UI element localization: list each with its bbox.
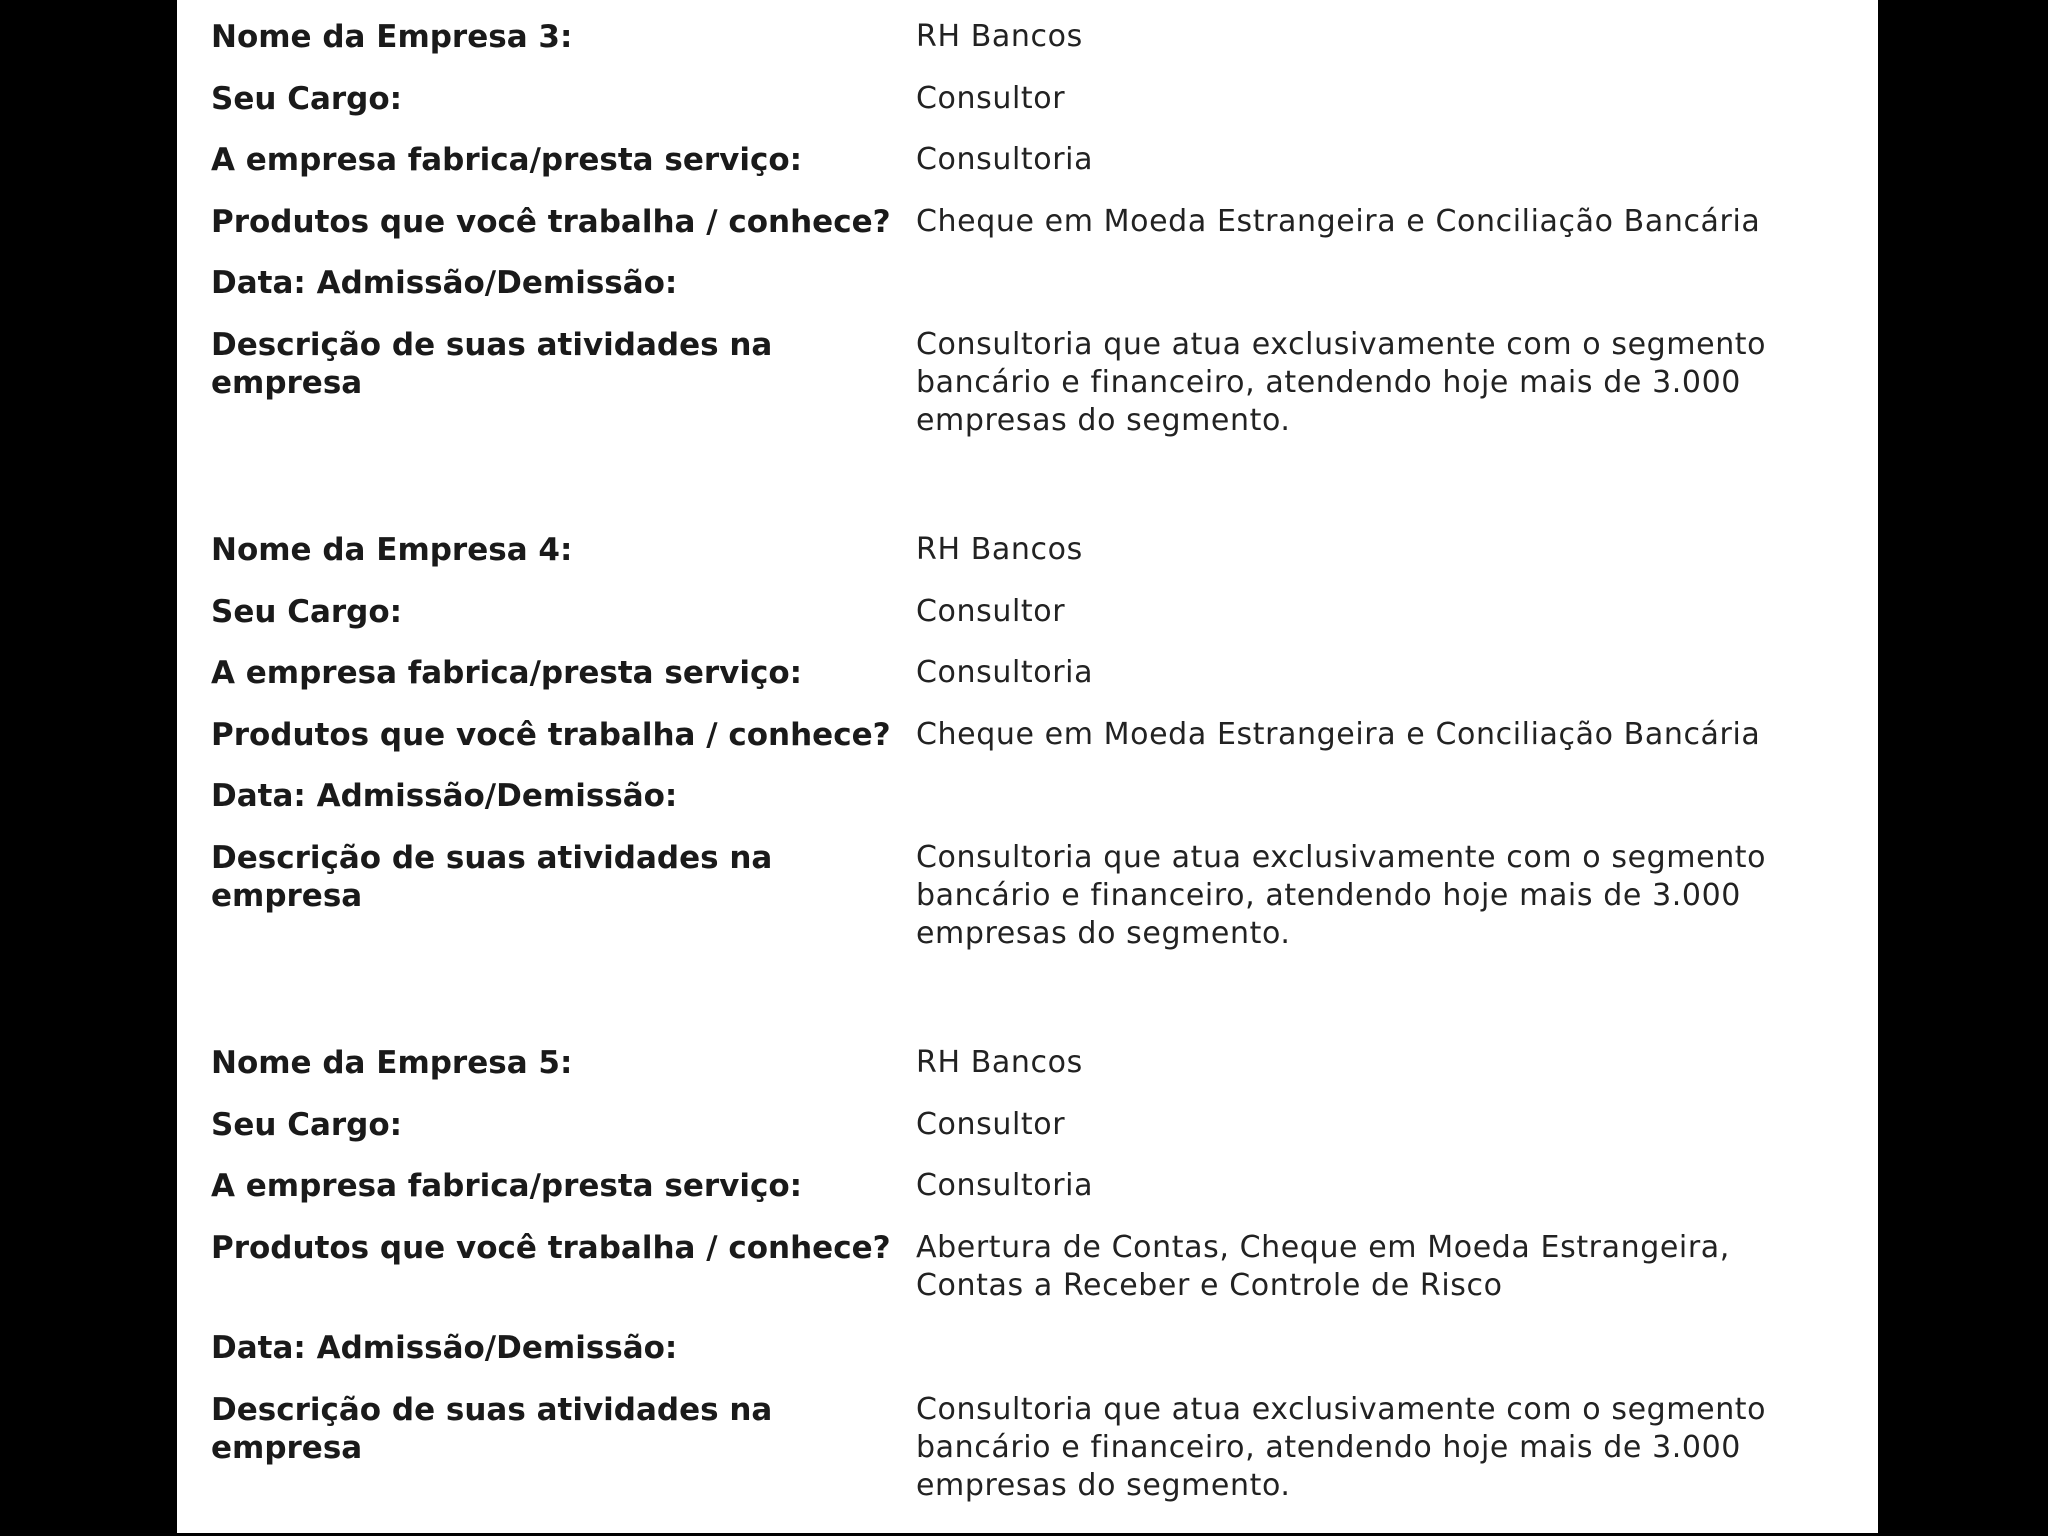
data-label: Data: Admissão/Demissão: xyxy=(211,265,678,301)
descricao-label: Descrição de suas atividades na empresa xyxy=(211,840,773,914)
descricao-value: Consultoria que atua exclusivamente com o segmento bancário e financeiro, atendendo hoje mais de 3.000 empresas do segmento. xyxy=(916,840,1767,951)
descricao-value: Consultoria que atua exclusivamente com o segmento bancário e financeiro, atendendo hoje mais de 3.000 empresas do segmento. xyxy=(916,327,1767,438)
company-name-label: Nome da Empresa 5: xyxy=(211,1045,573,1081)
servico-label: A empresa fabrica/presta serviço: xyxy=(211,142,803,178)
cargo-value: Consultor xyxy=(916,81,1066,116)
company-name-label: Nome da Empresa 3: xyxy=(211,19,573,55)
produtos-label: Produtos que você trabalha / conhece? xyxy=(211,1230,891,1266)
company-name-value: RH Bancos xyxy=(916,1045,1083,1080)
servico-label: A empresa fabrica/presta serviço: xyxy=(211,655,803,691)
servico-value: Consultoria xyxy=(916,142,1094,177)
descricao-label: Descrição de suas atividades na empresa xyxy=(211,1392,773,1466)
produtos-value: Abertura de Contas, Cheque em Moeda Estrangeira, Contas a Receber e Controle de Risco xyxy=(916,1230,1730,1303)
data-label: Data: Admissão/Demissão: xyxy=(211,778,678,814)
cargo-value: Consultor xyxy=(916,1107,1066,1142)
produtos-label: Produtos que você trabalha / conhece? xyxy=(211,717,891,753)
servico-value: Consultoria xyxy=(916,1168,1094,1203)
company-name-label: Nome da Empresa 4: xyxy=(211,532,573,568)
resume-page xyxy=(177,0,1878,1533)
company-name-value: RH Bancos xyxy=(916,19,1083,54)
cargo-label: Seu Cargo: xyxy=(211,81,403,117)
company-name-value: RH Bancos xyxy=(916,532,1083,567)
data-label: Data: Admissão/Demissão: xyxy=(211,1330,678,1366)
produtos-label: Produtos que você trabalha / conhece? xyxy=(211,204,891,240)
descricao-label: Descrição de suas atividades na empresa xyxy=(211,327,773,401)
cargo-value: Consultor xyxy=(916,594,1066,629)
descricao-value: Consultoria que atua exclusivamente com o segmento bancário e financeiro, atendendo hoje mais de 3.000 empresas do segmento. xyxy=(916,1392,1767,1503)
cargo-label: Seu Cargo: xyxy=(211,1107,403,1143)
produtos-value: Cheque em Moeda Estrangeira e Conciliação Bancária xyxy=(916,717,1761,752)
produtos-value: Cheque em Moeda Estrangeira e Conciliação Bancária xyxy=(916,204,1761,239)
servico-value: Consultoria xyxy=(916,655,1094,690)
servico-label: A empresa fabrica/presta serviço: xyxy=(211,1168,803,1204)
cargo-label: Seu Cargo: xyxy=(211,594,403,630)
